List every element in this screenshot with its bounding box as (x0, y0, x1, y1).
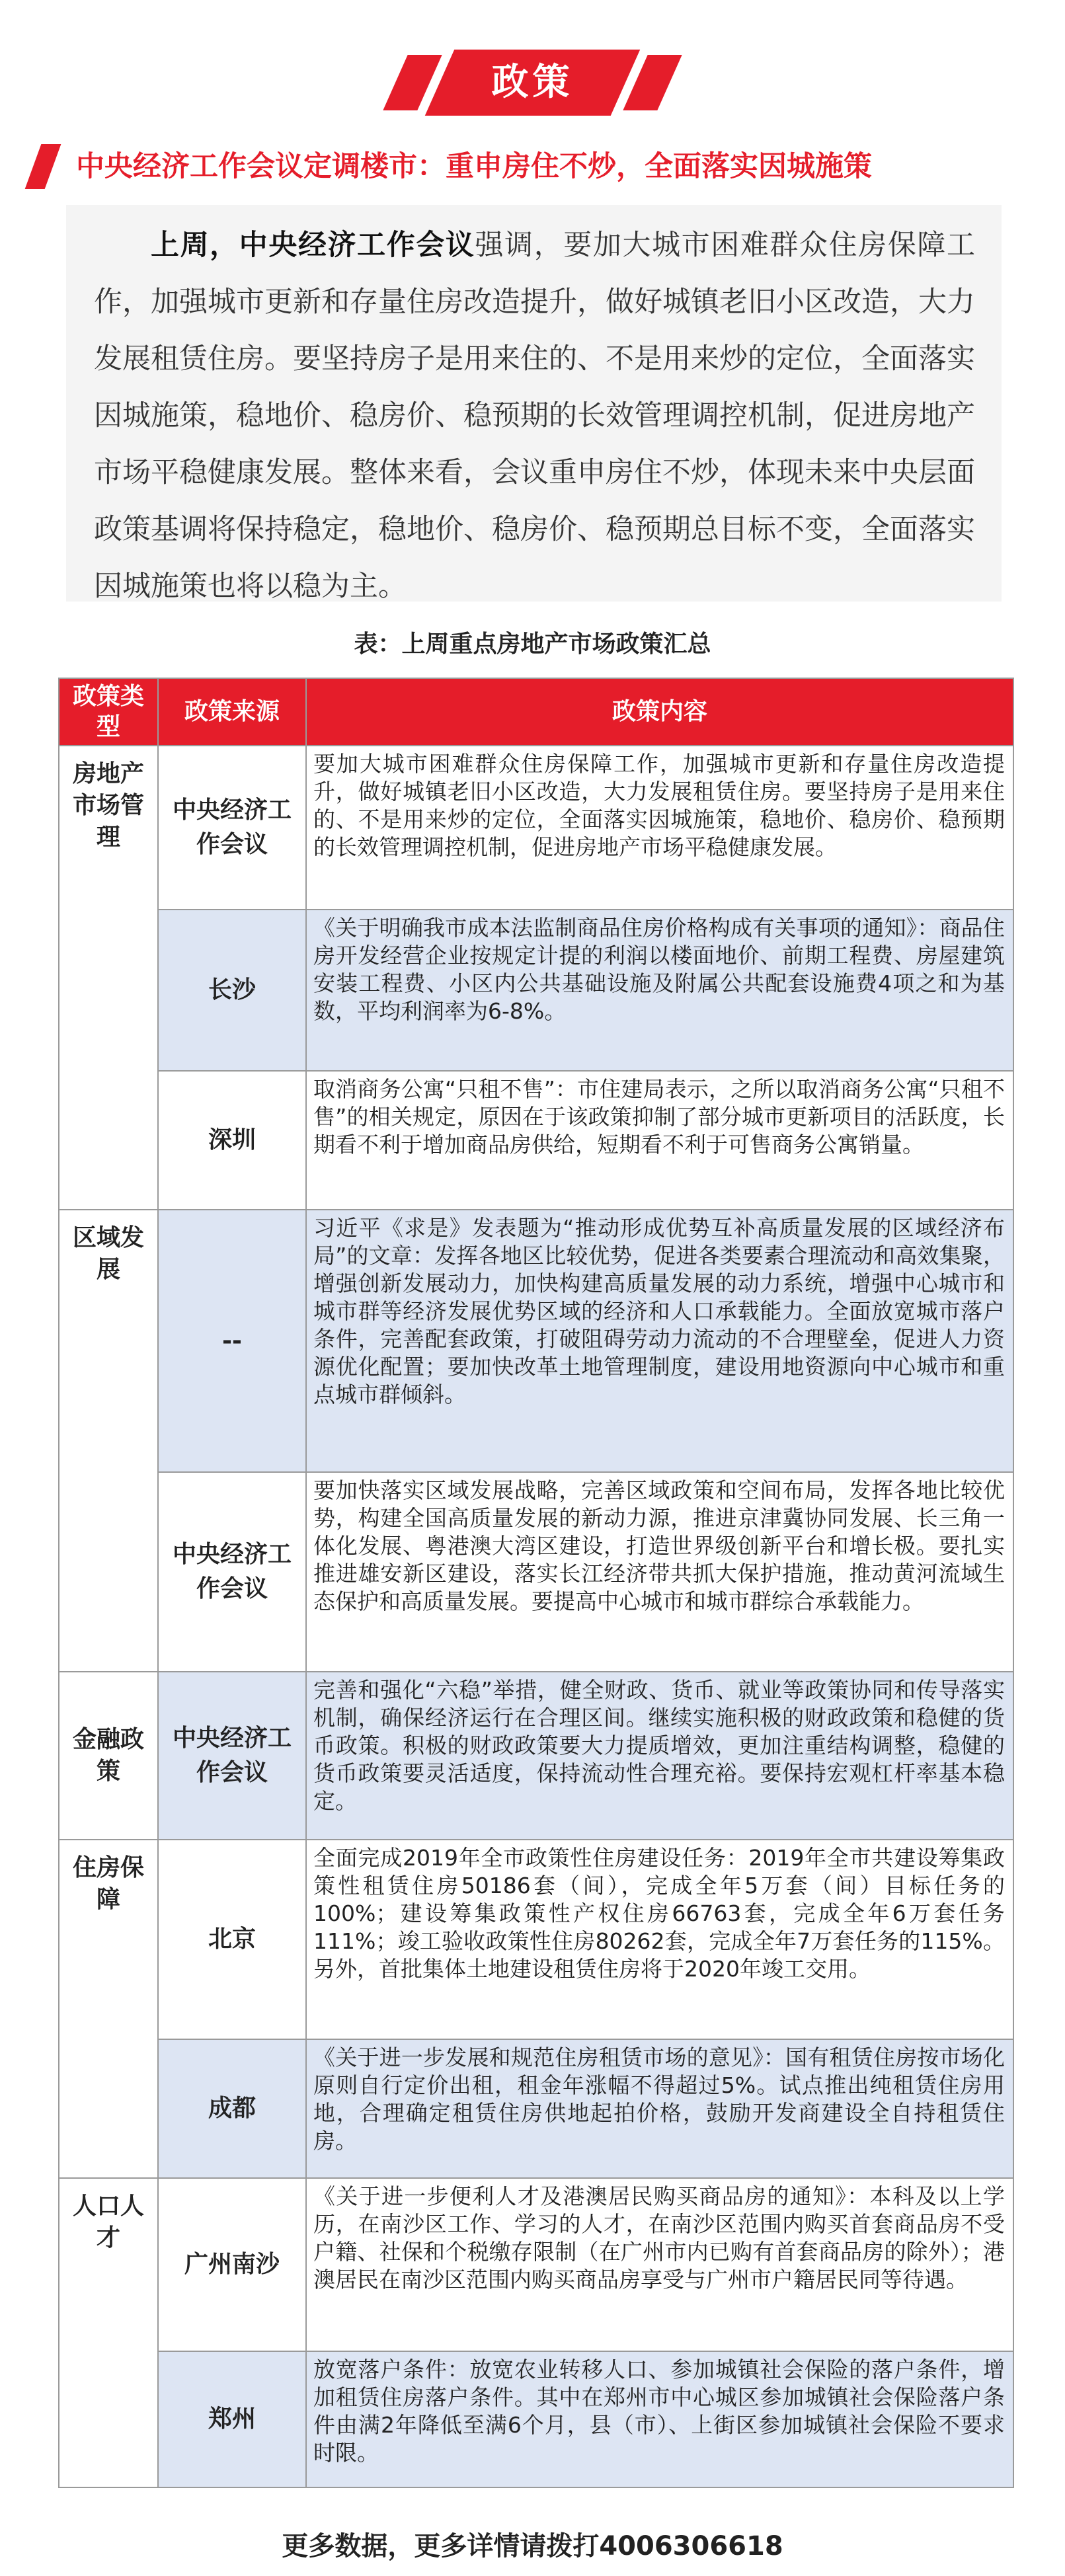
content-cell: 《关于进一步发展和规范住房租赁市场的意见》：国有租赁住房按市场化原则自行定价出租，租金年涨幅不得超过5%。试点推出纯租赁住房用地，合理确定租赁住房供地起拍价格，鼓励开发商建设全自持租赁住房。 (306, 2039, 1013, 2178)
source-cell: 深圳 (158, 1071, 306, 1210)
header-policy-type: 政策类型 (59, 678, 158, 746)
content-cell: 要加快落实区域发展战略，完善区域政策和空间布局，发挥各地比较优势，构建全国高质量发展的新动力源，推进京津冀协同发展、长三角一体化发展、粤港澳大湾区建设，打造世界级创新平台和增长极。要扎实推进雄安新区建设，落实长江经济带共抓大保护措施，推动黄河流域生态保护和高质量发展。要提高中心城市和城市群综合承载能力。 (306, 1472, 1013, 1672)
source-cell: 中央经济工作会议 (158, 1472, 306, 1672)
table-row (59, 1472, 1013, 1672)
source-cell: -- (158, 1210, 306, 1472)
table-header-row (59, 678, 1013, 746)
header-policy-content: 政策内容 (306, 678, 1013, 746)
source-cell: 成都 (158, 2039, 306, 2178)
summary-lead: 上周，中央经济工作会议 (151, 229, 475, 262)
category-cell: 人口人才 (59, 2178, 158, 2487)
headline: 中央经济工作会议定调楼市：重申房住不炒，全面落实因城施策 (76, 150, 872, 183)
source-cell: 广州南沙 (158, 2178, 306, 2351)
category-cell: 住房保障 (59, 1840, 158, 2178)
content-cell: 完善和强化“六稳”举措，健全财政、货币、就业等政策协同和传导落实机制，确保经济运行在合理区间。继续实施积极的财政政策和稳健的货币政策。积极的财政政策要大力提质增效，更加注重结构调整，稳健的货币政策要灵活适度，保持流动性合理充裕。要保持宏观杠杆率基本稳定。 (306, 1672, 1013, 1840)
content-cell: 习近平《求是》发表题为“推动形成优势互补高质量发展的区域经济布局”的文章：发挥各地区比较优势，促进各类要素合理流动和高效集聚，增强创新发展动力，加快构建高质量发展的动力系统，增强中心城市和城市群等经济发展优势区域的经济和人口承载能力。全面放宽城市落户条件，完善配套政策，打破阻碍劳动力流动的不合理壁垒，促进人力资源优化配置；要加快改革土地管理制度，建设用地资源向中心城市和重点城市群倾斜。 (306, 1210, 1013, 1472)
table-row (59, 2039, 1013, 2178)
summary-body: 强调，要加大城市困难群众住房保障工作，加强城市更新和存量住房改造提升，做好城镇老旧小区改造，大力发展租赁住房。要坚持房子是用来住的、不是用来炒的定位，全面落实因城施策，稳地价、稳房价、稳预期的长效管理调控机制，促进房地产市场平稳健康发展。整体来看，会议重申房住不炒，体现未来中央层面政策基调将保持稳定，稳地价、稳房价、稳预期总目标不变，全面落实因城施策也将以稳为主。 (94, 229, 976, 603)
source-cell: 中央经济工作会议 (158, 746, 306, 910)
source-cell: 长沙 (158, 910, 306, 1071)
content-cell: 取消商务公寓“只租不售”：市住建局表示，之所以取消商务公寓“只租不售”的相关规定，原因在于该政策抑制了部分城市更新项目的活跃度，长期看不利于增加商品房供给，短期看不利于可售商务公寓销量。 (306, 1071, 1013, 1210)
header-policy-source: 政策来源 (158, 678, 306, 746)
section-banner (0, 50, 1065, 116)
source-cell: 中央经济工作会议 (158, 1672, 306, 1840)
content-cell: 放宽落户条件：放宽农业转移人口、参加城镇社会保险的落户条件，增加租赁住房落户条件。其中在郑州市中心城区参加城镇社会保险落户条件由满2年降低至满6个月，县（市）、上街区参加城镇社会保险不要求时限。 (306, 2351, 1013, 2487)
content-cell: 全面完成2019年全市政策性住房建设任务：2019年全市共建设筹集政策性租赁住房50186套（间），完成全年5万套（间）目标任务的100%；建设筹集政策性产权住房66763套，完成全年6万套任务111%；竣工验收政策性住房80262套，完成全年7万套任务的115%。另外，首批集体土地建设租赁住房将于2020年竣工交用。 (306, 1840, 1013, 2039)
category-cell: 房地产市场管理 (59, 746, 158, 1210)
summary-paragraph (94, 217, 975, 615)
table-caption: 表：上周重点房地产市场政策汇总 (354, 631, 711, 658)
headline-marker (25, 144, 61, 189)
summary-box (66, 205, 1002, 602)
content-cell: 要加大城市困难群众住房保障工作，加强城市更新和存量住房改造提升，做好城镇老旧小区改造，大力发展租赁住房。要坚持房子是用来住的、不是用来炒的定位，全面落实因城施策，稳地价、稳房价、稳预期的长效管理调控机制，促进房地产市场平稳健康发展。 (306, 746, 1013, 910)
category-cell: 区域发展 (59, 1210, 158, 1672)
table-row (59, 2351, 1013, 2487)
footer-contact: 更多数据，更多详情请拨打4006306618 (282, 2531, 783, 2561)
table-row (59, 2178, 1013, 2351)
table-row (59, 1840, 1013, 2039)
headline-block (0, 140, 1065, 193)
table-row (59, 1071, 1013, 1210)
source-cell: 郑州 (158, 2351, 306, 2487)
policy-table (58, 678, 1014, 2488)
table-row (59, 1210, 1013, 1472)
section-title: 政策 (491, 61, 574, 104)
content-cell: 《关于明确我市成本法监制商品住房价格构成有关事项的通知》：商品住房开发经营企业按规定计提的利润以楼面地价、前期工程费、房屋建筑安装工程费、小区内公共基础设施及附属公共配套设施费4项之和为基数，平均利润率为6-8%。 (306, 910, 1013, 1071)
category-cell: 金融政策 (59, 1672, 158, 1840)
source-cell: 北京 (158, 1840, 306, 2039)
table-row (59, 910, 1013, 1071)
table-row (59, 1672, 1013, 1840)
content-cell: 《关于进一步便利人才及港澳居民购买商品房的通知》：本科及以上学历，在南沙区工作、学习的人才，在南沙区范围内购买首套商品房不受户籍、社保和个税缴存限制（在广州市内已购有首套商品房的除外）；港澳居民在南沙区范围内购买商品房享受与广州市户籍居民同等待遇。 (306, 2178, 1013, 2351)
table-row (59, 746, 1013, 910)
